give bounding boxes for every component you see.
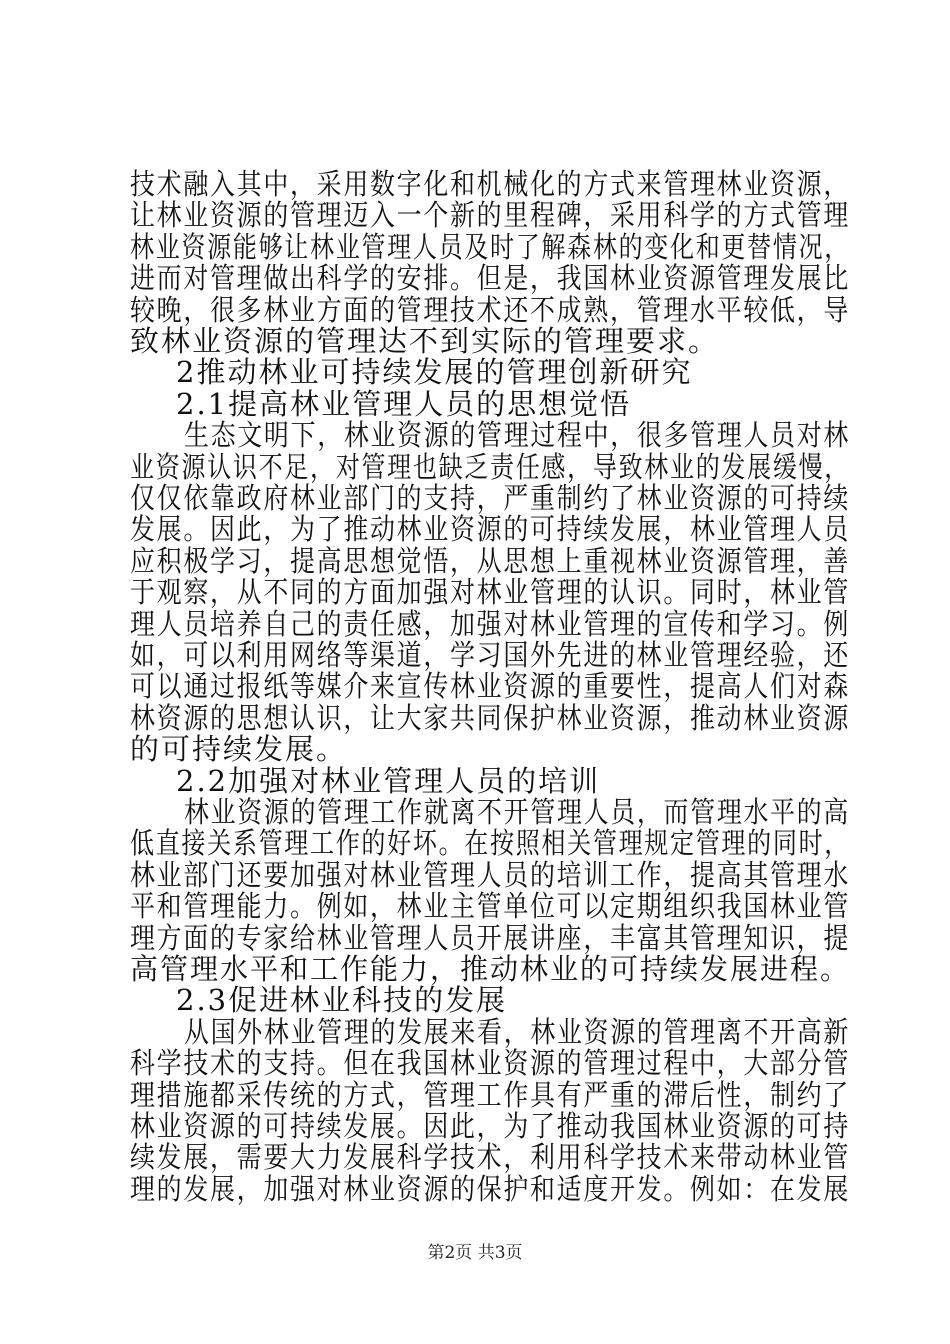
body-line: 理方面的专家给林业管理人员开展讲座，丰富其管理知识，提 xyxy=(130,920,851,955)
body-line: 林业部门还要加强对林业管理人员的培训工作，提高其管理水 xyxy=(130,857,851,892)
subsection-heading: 2.1提高林业管理人员的思想觉悟 xyxy=(176,386,632,421)
body-line: 致林业资源的管理达不到实际的管理要求。 xyxy=(130,324,720,358)
body-line: 林资源的思想认识，让大家共同保护林业资源，推动林业资源 xyxy=(130,700,851,735)
body-line: 可以通过报纸等媒介来宣传林业资源的重要性，提高人们对森 xyxy=(130,669,851,704)
body-line: 理的发展，加强对林业资源的保护和适度开发。例如：在发展 xyxy=(130,1171,851,1206)
body-line: 平和管理能力。例如，林业主管单位可以定期组织我国林业管 xyxy=(130,889,851,924)
body-line: 生态文明下，林业资源的管理过程中，很多管理人员对林 xyxy=(184,418,851,453)
body-line: 应积极学习，提高思想觉悟，从思想上重视林业资源管理，善 xyxy=(130,543,851,578)
body-line: 科学技术的支持。但在我国林业资源的管理过程中，大部分管 xyxy=(130,1046,851,1081)
body-line: 进而对管理做出科学的安排。但是，我国林业资源管理发展比 xyxy=(130,261,851,296)
page-footer: 第2页 共3页 xyxy=(427,1243,523,1263)
body-line: 业资源认识不足，对管理也缺乏责任感，导致林业的发展缓慢， xyxy=(130,449,851,484)
body-line: 较晚，很多林业方面的管理技术还不成熟，管理水平较低，导 xyxy=(130,292,851,327)
section-heading: 2推动林业可持续发展的管理创新研究 xyxy=(176,355,693,390)
body-line: 技术融入其中，采用数字化和机械化的方式来管理林业资源， xyxy=(130,167,851,201)
body-line: 仅仅依靠政府林业部门的支持，严重制约了林业资源的可持续 xyxy=(130,481,851,515)
body-line: 从国外林业管理的发展来看，林业资源的管理离不开高新 xyxy=(184,1014,851,1049)
body-line: 于观察，从不同的方面加强对林业管理的认识。同时，林业管 xyxy=(130,575,851,610)
body-line: 林业资源的可持续发展。因此，为了推动我国林业资源的可持 xyxy=(130,1109,851,1143)
body-line: 高管理水平和工作能力，推动林业的可持续发展进程。 xyxy=(130,952,850,986)
body-line: 林业资源的管理工作就离不开管理人员，而管理水平的高 xyxy=(184,795,851,829)
body-line: 发展。因此，为了推动林业资源的可持续发展，林业管理人员 xyxy=(130,512,851,547)
body-line: 如，可以利用网络等渠道，学习国外先进的林业管理经验，还 xyxy=(130,638,851,672)
subsection-heading: 2.2加强对林业管理人员的培训 xyxy=(176,763,601,798)
subsection-heading: 2.3促进林业科技的发展 xyxy=(176,983,508,1018)
body-line: 低直接关系管理工作的好坏。在按照相关管理规定管理的同时， xyxy=(130,826,851,861)
body-line: 林业资源能够让林业管理人员及时了解森林的变化和更替情况， xyxy=(130,229,851,264)
body-line: 理措施都采传统的方式，管理工作具有严重的滞后性，制约了 xyxy=(130,1077,851,1112)
body-line: 让林业资源的管理迈入一个新的里程碑，采用科学的方式管理 xyxy=(130,198,851,233)
body-line: 续发展，需要大力发展科学技术，利用科学技术来带动林业管 xyxy=(130,1140,851,1175)
body-line: 的可持续发展。 xyxy=(130,732,348,767)
body-line: 理人员培养自己的责任感，加强对林业管理的宣传和学习。例 xyxy=(130,606,851,641)
